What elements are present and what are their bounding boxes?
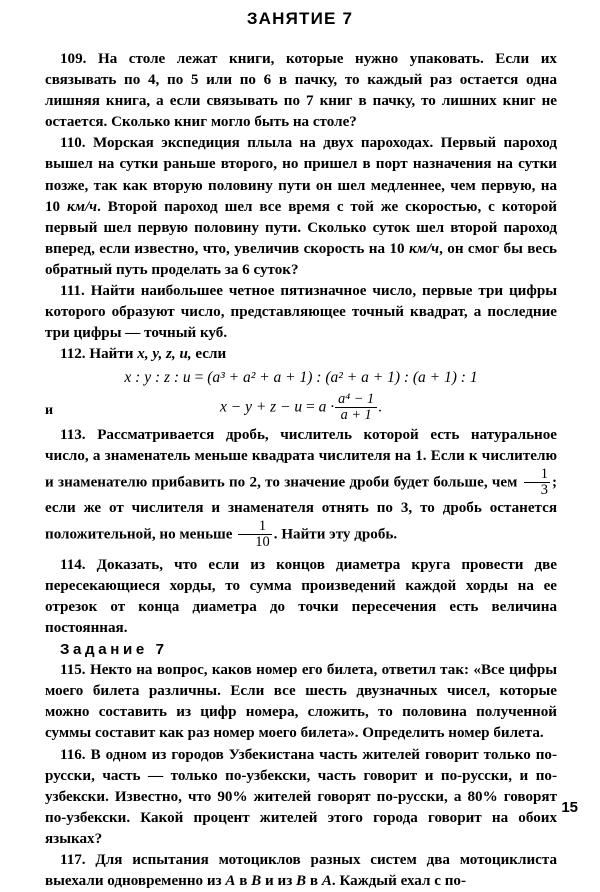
problem-number: 116. bbox=[60, 746, 86, 763]
problem-116 bbox=[45, 745, 557, 850]
equation-1 bbox=[45, 366, 557, 390]
problem-text: Найти bbox=[89, 346, 134, 363]
problem-text: Найти наибольшее четное пятизначное число, первые три цифры которого образуют число, представляющее точный квадрат, а последние три цифры — точный куб. bbox=[45, 283, 558, 342]
fraction-numerator: 1 bbox=[258, 518, 267, 535]
problem-112 bbox=[45, 344, 557, 365]
problem-text-part-4: в bbox=[306, 873, 322, 890]
problem-114 bbox=[45, 555, 557, 639]
equation-2-coefficient: a · bbox=[318, 399, 335, 417]
fraction-one-tenth bbox=[238, 519, 271, 550]
unit-kmh: км/ч bbox=[67, 198, 98, 215]
problem-110 bbox=[45, 133, 557, 281]
equation-group-112 bbox=[45, 366, 557, 422]
problem-text-part-2: ; если же от числителя и знаменателя отнять по 3, то дробь останется положительной, но меньше bbox=[45, 473, 557, 543]
problem-111 bbox=[45, 281, 557, 344]
equation-2-lhs: x − y + z − u bbox=[220, 399, 303, 417]
problem-text-part-1: Рассматривается дробь, числитель которой есть натуральное число, а знаменатель меньше квадрата числителя на 1. Если к числителю и знаменателю прибавить по 2, то значение дроби будет больше, чем bbox=[45, 426, 557, 490]
problem-text-part-3: , он смог бы весь обратный путь проделать за 6 суток? bbox=[45, 240, 557, 278]
problem-number: 111. bbox=[60, 283, 85, 300]
page-number: 15 bbox=[561, 799, 578, 816]
problem-number: 115. bbox=[60, 662, 86, 679]
problem-109 bbox=[45, 49, 557, 133]
problem-variables: x, y, z, u, bbox=[137, 346, 192, 363]
problem-text-part-1: Для испытания мотоциклов разных систем два мотоциклиста выехали одновременно из bbox=[45, 851, 557, 890]
problem-117 bbox=[45, 850, 557, 892]
fraction-denominator: a + 1 bbox=[335, 407, 377, 423]
problem-number: 117. bbox=[60, 851, 86, 868]
problem-condition: если bbox=[195, 346, 227, 363]
problem-number: 113. bbox=[60, 426, 86, 443]
problem-text-part-3: . Найти эту дробь. bbox=[273, 526, 398, 543]
fraction-numerator: a⁴ − 1 bbox=[338, 391, 375, 408]
problem-text: В одном из городов Узбекистана часть жителей говорит только по-русски, часть — только по-узбекски, часть говорит и по-русски, и по-узбекски. Известно, что 90% жителей говорят по-русски, а 80% говорят по-узбекски. Какой процент жителей этого города говорит на обоих языках? bbox=[45, 746, 557, 847]
unit-kmh: км/ч bbox=[408, 240, 440, 257]
problem-text-part-5: . Каждый ехал с по- bbox=[331, 873, 466, 890]
problem-number: 112. bbox=[60, 346, 86, 363]
equals-sign: = bbox=[194, 369, 204, 387]
problem-text-part-1: Морская экспедиция плыла на двух пароходах. Первый пароход вышел на сутки раньше второго, но пришел в порт назначения на сутки позже, так как вторую половину пути он шел медленнее, чем первую, на 10 bbox=[45, 135, 557, 215]
equation-1-lhs: x : y : z : u bbox=[124, 369, 191, 387]
equals-sign: = bbox=[306, 399, 315, 417]
problem-text: На столе лежат книги, которые нужно упаковать. Если их связывать по 4, по 5 или по 6 в пачку, то каждый раз остается одна лишняя книга, а если связывать по 7 книг в пачку, то лишних книг не остается. Сколько книг могло быть на столе? bbox=[45, 51, 557, 131]
problem-text-part-2: . Второй пароход шел все время с той же скоростью, с которой первый шел первую половину пути. Сколько суток шел второй пароход вперед, если известно, что, увеличив скорость на 10 bbox=[45, 198, 557, 257]
text-body bbox=[45, 49, 557, 892]
problem-number: 110. bbox=[60, 135, 86, 152]
fraction-denominator: 3 bbox=[524, 482, 550, 498]
problem-number: 109. bbox=[60, 51, 87, 67]
point-label-a: A bbox=[225, 873, 236, 890]
point-label-b: B bbox=[296, 873, 307, 890]
problem-text: Некто на вопрос, каков номер его билета, ответил так: «Все цифры моего билета различны. Если все шесть двузначных чисел, которые можно составить из цифр номера, сложить, то половина полученной суммы составит как раз номер моего билета». Определить номер билета. bbox=[45, 662, 557, 742]
conjunction-and: и bbox=[45, 402, 54, 418]
fraction-numerator: 1 bbox=[540, 465, 548, 482]
fraction-a4-minus-1-over-a-plus-1 bbox=[335, 392, 377, 422]
page-title: ЗАНЯТИЕ 7 bbox=[246, 9, 354, 28]
period: . bbox=[378, 399, 382, 417]
point-label-b: B bbox=[251, 873, 262, 890]
problem-text-part-3: и из bbox=[261, 873, 297, 890]
equation-1-rhs: (a³ + a² + a + 1) : (a² + a + 1) : (a + 1) : 1 bbox=[207, 369, 478, 387]
textbook-page bbox=[0, 9, 600, 892]
problem-113 bbox=[45, 425, 557, 551]
fraction-denominator: 10 bbox=[238, 534, 271, 550]
equation-2-row bbox=[45, 392, 557, 422]
problem-text-part-2: в bbox=[235, 873, 252, 890]
problem-number: 114. bbox=[60, 556, 86, 573]
problem-115 bbox=[45, 660, 557, 744]
section-heading-zadanie-7: Задание 7 bbox=[60, 641, 168, 659]
fraction-one-third bbox=[524, 467, 550, 498]
point-label-a: A bbox=[321, 873, 332, 890]
problem-text: Доказать, что если из концов диаметра круга провести две пересекающиеся хорды, то сумма произведений каждой хорды на ее отрезок от конца диаметра до точки пересечения есть величина постоянная. bbox=[45, 556, 557, 636]
